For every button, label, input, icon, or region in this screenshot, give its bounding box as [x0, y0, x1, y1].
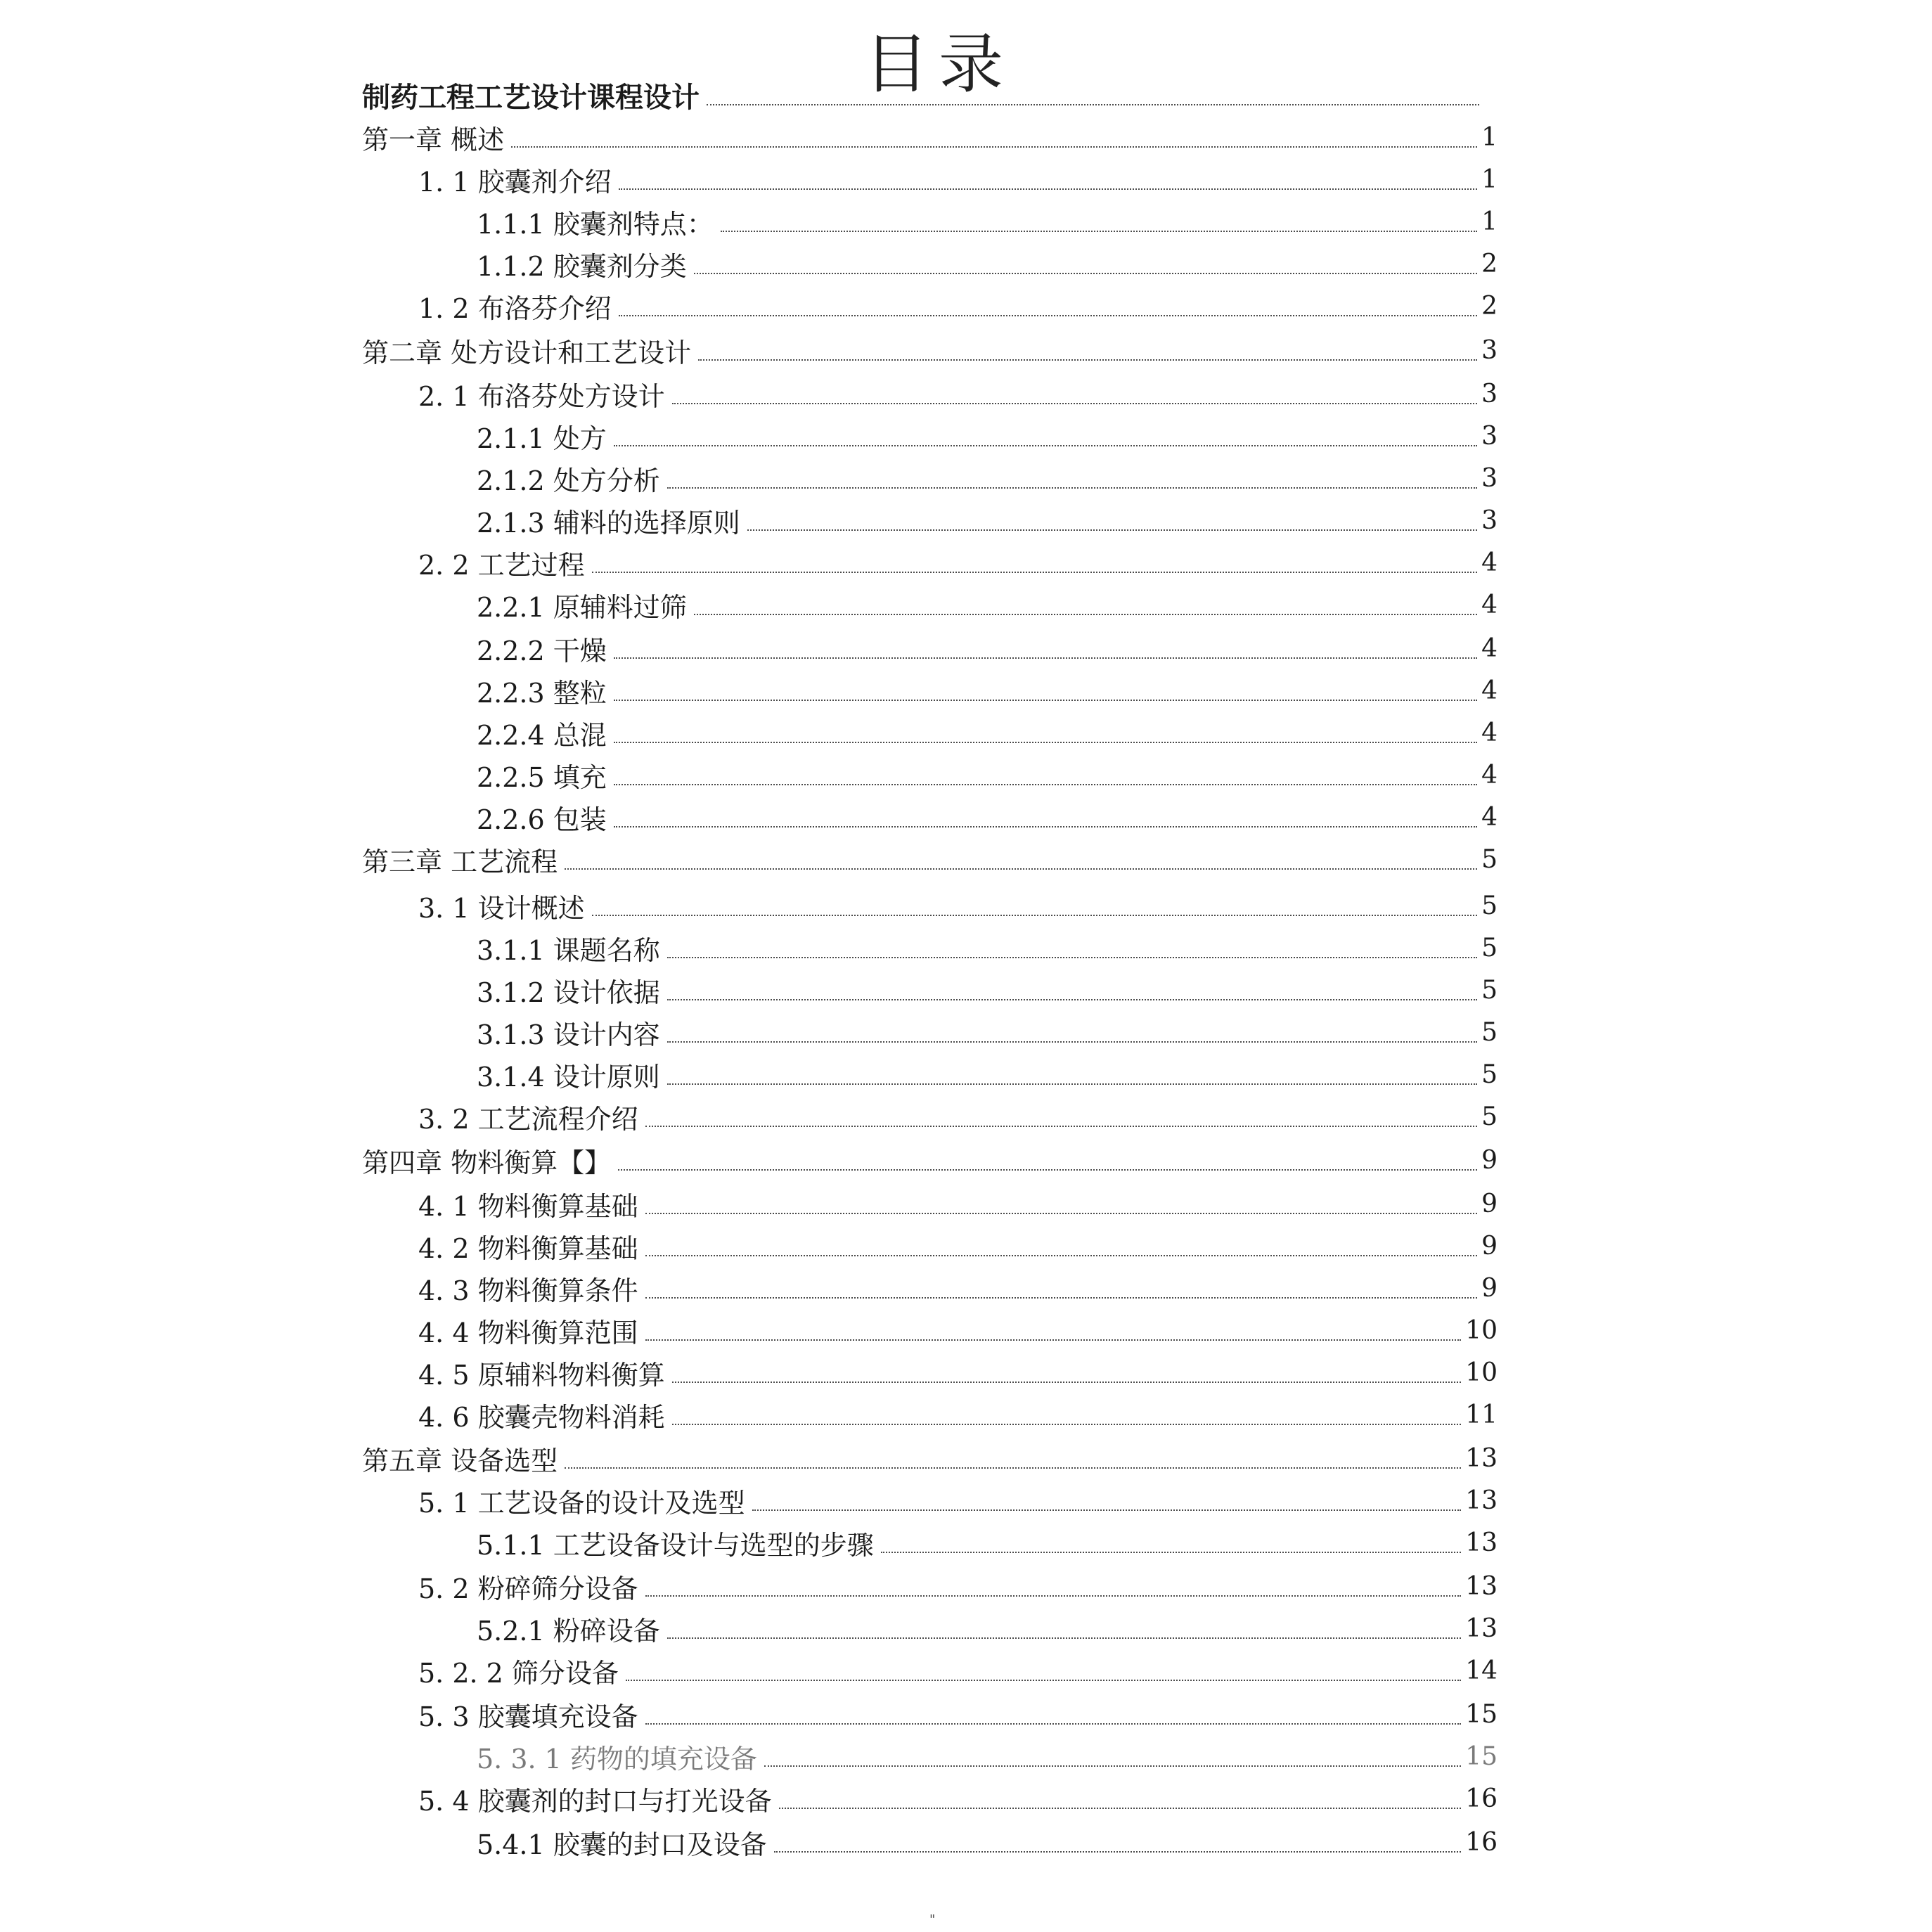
toc-page-number: 5 — [1481, 1017, 1498, 1047]
toc-entry[interactable] — [418, 285, 1498, 327]
toc-dot-leader — [747, 529, 1477, 531]
toc-dot-leader — [645, 1595, 1462, 1597]
toc-entry[interactable] — [362, 116, 1498, 158]
toc-page-number: 9 — [1481, 1273, 1498, 1303]
toc-dot-leader — [614, 700, 1477, 701]
toc-entry[interactable] — [418, 1393, 1498, 1436]
toc-entry[interactable] — [477, 711, 1498, 754]
toc-entry-label: 第五章 设备选型 — [362, 1445, 558, 1476]
toc-dot-leader — [667, 1041, 1477, 1043]
toc-page-number: 3 — [1481, 463, 1498, 493]
toc-entry-label: 3.1.3 设计内容 — [477, 1019, 660, 1050]
toc-entry[interactable] — [477, 627, 1498, 669]
toc-dot-leader — [667, 957, 1477, 958]
toc-entry-label: 5.1.1 工艺设备设计与选型的步骤 — [477, 1529, 874, 1561]
page-title: 目录 — [863, 27, 1013, 102]
toc-page-number: 4 — [1481, 633, 1498, 663]
toc-entry[interactable] — [362, 1139, 1498, 1181]
toc-page-number: 4 — [1481, 590, 1498, 619]
toc-entry[interactable] — [418, 1309, 1498, 1351]
toc-entry[interactable] — [362, 329, 1498, 371]
toc-entry-label: 2.2.4 总混 — [477, 719, 607, 751]
toc-entry-label: 4. 1 物料衡算基础 — [418, 1190, 638, 1222]
toc-dot-leader — [721, 231, 1477, 232]
toc-entry-label: 第二章 处方设计和工艺设计 — [362, 337, 692, 368]
toc-page-number: 1 — [1481, 207, 1498, 236]
toc-dot-leader — [592, 915, 1478, 916]
toc-entry-label: 1.1.2 胶囊剂分类 — [477, 250, 687, 282]
toc-entry-label: 2.1.2 处方分析 — [477, 465, 660, 496]
toc-dot-leader — [645, 1255, 1478, 1256]
toc-page-number: 13 — [1465, 1486, 1498, 1515]
toc-entry-label: 2.1.1 处方 — [477, 423, 607, 454]
toc-dot-leader — [645, 1297, 1478, 1299]
toc-entry-label: 1. 2 布洛芬介绍 — [418, 292, 612, 324]
toc-entry[interactable] — [418, 1693, 1498, 1735]
toc-entry-label: 4. 2 物料衡算基础 — [418, 1232, 638, 1264]
toc-page-number: 5 — [1481, 933, 1498, 962]
toc-entry[interactable] — [418, 884, 1498, 927]
toc-entry[interactable] — [477, 669, 1498, 711]
toc-page-number: 5 — [1481, 975, 1498, 1005]
toc-entry[interactable] — [418, 1183, 1498, 1225]
toc-page-number: 15 — [1465, 1699, 1498, 1729]
toc-page-number: 4 — [1481, 718, 1498, 747]
toc-entry-label: 3. 2 工艺流程介绍 — [418, 1103, 638, 1135]
page-footer-mark: " — [929, 1912, 936, 1927]
toc-entry-label: 3. 1 设计概述 — [418, 892, 585, 924]
toc-page-number: 5 — [1481, 1060, 1498, 1089]
toc-page-number: 9 — [1481, 1189, 1498, 1218]
toc-dot-leader — [614, 445, 1477, 446]
toc-entry-label: 5.2.1 粉碎设备 — [477, 1615, 660, 1647]
toc-entry-label: 1.1.1 胶囊剂特点： — [477, 208, 714, 240]
toc-dot-leader — [645, 1126, 1478, 1127]
toc-dot-leader — [667, 1083, 1477, 1085]
toc-dot-leader — [565, 868, 1477, 870]
toc-dot-leader — [614, 826, 1477, 827]
toc-entry-label: 2.2.6 包装 — [477, 804, 607, 835]
toc-entry-label: 5.4.1 胶囊的封口及设备 — [477, 1829, 767, 1860]
toc-page-number: 11 — [1465, 1400, 1498, 1429]
toc-page-number: 5 — [1481, 844, 1498, 874]
toc-entry-label: 1. 1 胶囊剂介绍 — [418, 166, 612, 198]
toc-page-number: 3 — [1481, 505, 1498, 535]
toc-entry-label: 4. 5 原辅料物料衡算 — [418, 1359, 665, 1391]
toc-dot-leader — [707, 104, 1479, 105]
toc-entry[interactable] — [477, 584, 1498, 626]
toc-dot-leader — [565, 1467, 1461, 1469]
toc-entry[interactable] — [362, 1437, 1498, 1479]
toc-dot-leader — [614, 742, 1477, 743]
toc-page-number: 9 — [1481, 1145, 1498, 1175]
toc-entry-label: 2.2.3 整粒 — [477, 677, 607, 709]
toc-entry[interactable] — [418, 373, 1498, 415]
toc-page-number: 13 — [1465, 1443, 1498, 1473]
toc-entry-label: 5. 2 粉碎筛分设备 — [418, 1573, 638, 1604]
toc-page-number: 2 — [1481, 249, 1498, 278]
toc-page-number: 9 — [1481, 1231, 1498, 1261]
toc-dot-leader — [645, 1213, 1478, 1214]
toc-dot-leader — [614, 784, 1477, 785]
toc-entry-label: 4. 6 胶囊壳物料消耗 — [418, 1401, 665, 1433]
toc-entry-label: 4. 4 物料衡算范围 — [418, 1317, 638, 1348]
toc-dot-leader — [626, 1680, 1461, 1681]
toc-entry-label: 2.2.5 填充 — [477, 761, 607, 793]
toc-dot-leader — [698, 359, 1477, 361]
toc-entry[interactable] — [477, 1053, 1498, 1095]
toc-dot-leader — [672, 1424, 1462, 1425]
toc-entry[interactable] — [477, 200, 1498, 243]
toc-dot-leader — [619, 188, 1478, 190]
toc-entry-label: 2. 2 工艺过程 — [418, 549, 585, 581]
toc-entry[interactable] — [477, 927, 1498, 969]
toc-entry-label: 3.1.4 设计原则 — [477, 1061, 660, 1093]
toc-entry[interactable] — [477, 243, 1498, 285]
toc-entry-label: 5. 1 工艺设备的设计及选型 — [418, 1487, 745, 1519]
toc-entry[interactable] — [477, 1735, 1498, 1777]
toc-dot-leader — [511, 146, 1477, 148]
toc-entry[interactable] — [477, 1821, 1498, 1863]
toc-dot-leader — [618, 1169, 1477, 1171]
toc-entry[interactable] — [477, 1521, 1498, 1564]
toc-dot-leader — [667, 1637, 1461, 1639]
toc-entry[interactable] — [477, 1607, 1498, 1649]
toc-page-number: 10 — [1465, 1358, 1498, 1387]
toc-page-number: 1 — [1481, 165, 1498, 194]
toc-page-number: 5 — [1481, 1102, 1498, 1131]
toc-page-number: 3 — [1481, 335, 1498, 365]
toc-dot-leader — [779, 1808, 1462, 1809]
toc-page-number: 1 — [1481, 122, 1498, 152]
toc-page-number: 4 — [1481, 760, 1498, 790]
toc-entry[interactable] — [418, 1649, 1498, 1692]
toc-entry[interactable] — [362, 74, 1498, 116]
toc-entry-label: 2.2.2 干燥 — [477, 635, 607, 666]
toc-entry-label: 5. 3. 1 药物的填充设备 — [477, 1743, 757, 1775]
toc-dot-leader — [752, 1509, 1462, 1511]
toc-entry[interactable] — [418, 1267, 1498, 1309]
toc-dot-leader — [672, 1382, 1462, 1383]
toc-dot-leader — [881, 1552, 1461, 1553]
toc-dot-leader — [774, 1851, 1461, 1853]
toc-page-number: 4 — [1481, 802, 1498, 832]
toc-entry[interactable] — [418, 1479, 1498, 1521]
toc-page-number: 4 — [1481, 676, 1498, 705]
toc-dot-leader — [694, 273, 1477, 274]
toc-page-number: 16 — [1465, 1784, 1498, 1813]
toc-entry[interactable] — [418, 1777, 1498, 1820]
toc-entry[interactable] — [418, 541, 1498, 584]
toc-entry-label: 制药工程工艺设计课程设计 — [362, 80, 700, 114]
toc-dot-leader — [764, 1765, 1461, 1767]
toc-entry-label: 5. 2. 2 筛分设备 — [418, 1657, 619, 1689]
toc-dot-leader — [694, 614, 1477, 615]
toc-entry-label: 2.2.1 原辅料过筛 — [477, 591, 687, 623]
toc-entry[interactable] — [477, 754, 1498, 796]
toc-entry-label: 5. 3 胶囊填充设备 — [418, 1701, 638, 1732]
toc-dot-leader — [592, 572, 1478, 573]
toc-page-number: 14 — [1465, 1656, 1498, 1685]
toc-entry-label: 第一章 概述 — [362, 124, 505, 155]
toc-entry[interactable] — [477, 457, 1498, 499]
toc-page-number: 4 — [1481, 548, 1498, 577]
toc-entry[interactable] — [362, 838, 1498, 880]
toc-page-number: 16 — [1465, 1827, 1498, 1857]
toc-entry-label: 5. 4 胶囊剂的封口与打光设备 — [418, 1785, 772, 1817]
toc-entry-label: 2. 1 布洛芬处方设计 — [418, 380, 665, 412]
toc-page-number: 3 — [1481, 379, 1498, 408]
toc-dot-leader — [667, 487, 1477, 489]
toc-entry-label: 第三章 工艺流程 — [362, 846, 558, 877]
toc-dot-leader — [667, 999, 1477, 1000]
toc-entry-label: 4. 3 物料衡算条件 — [418, 1275, 638, 1306]
toc-page-number: 5 — [1481, 891, 1498, 920]
toc-entry-label: 第四章 物料衡算【】 — [362, 1147, 612, 1178]
toc-dot-leader — [645, 1723, 1462, 1725]
toc-entry-label: 2.1.3 辅料的选择原则 — [477, 507, 740, 539]
toc-page-number: 13 — [1465, 1614, 1498, 1643]
toc-dot-leader — [614, 657, 1477, 659]
toc-entry[interactable] — [418, 158, 1498, 200]
toc-entry[interactable] — [477, 499, 1498, 541]
toc-entry[interactable] — [418, 1095, 1498, 1138]
toc-entry[interactable] — [477, 1011, 1498, 1053]
toc-dot-leader — [619, 315, 1478, 316]
toc-page-number: 13 — [1465, 1528, 1498, 1557]
toc-entry-label: 3.1.1 课题名称 — [477, 934, 660, 966]
toc-page-number: 13 — [1465, 1571, 1498, 1601]
toc-entry[interactable] — [477, 969, 1498, 1011]
toc-page-number: 10 — [1465, 1315, 1498, 1345]
toc-entry-label: 3.1.2 设计依据 — [477, 977, 660, 1008]
toc-dot-leader — [672, 403, 1478, 404]
toc-entry[interactable] — [477, 415, 1498, 457]
toc-entry[interactable] — [418, 1351, 1498, 1393]
toc-page-number: 3 — [1481, 421, 1498, 451]
toc-entry[interactable] — [418, 1565, 1498, 1607]
toc-entry[interactable] — [418, 1225, 1498, 1267]
toc-entry[interactable] — [477, 796, 1498, 838]
toc-page-number: 15 — [1465, 1741, 1498, 1771]
toc-dot-leader — [645, 1339, 1462, 1341]
toc-page-number: 2 — [1481, 291, 1498, 321]
